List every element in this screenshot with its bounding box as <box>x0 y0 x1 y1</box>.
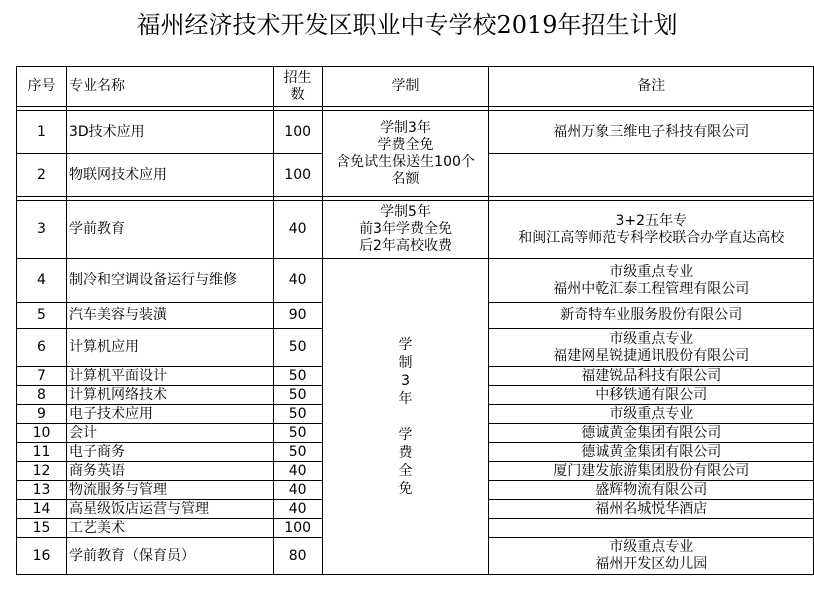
row-note <box>489 424 814 443</box>
table-header-row <box>17 67 814 107</box>
row-note <box>489 303 814 329</box>
note-line: 福州万象三维电子科技有限公司 <box>553 123 750 140</box>
row-major: 商务英语 <box>66 462 273 481</box>
row-no: 2 <box>17 154 67 197</box>
row-major: 电子技术应用 <box>66 405 273 424</box>
note-line: 市级重点专业 <box>609 263 694 280</box>
note-line: 德诚黄金集团有限公司 <box>581 443 722 460</box>
page-title: 福州经济技术开发区职业中专学校2019年招生计划 <box>136 11 678 39</box>
system-char: 费 <box>398 444 413 461</box>
row-note <box>489 367 814 386</box>
system-line: 名额 <box>391 170 420 187</box>
note-line: 盛辉物流有限公司 <box>595 481 708 498</box>
row-note <box>489 462 814 481</box>
row-quota: 50 <box>273 443 322 462</box>
system-group-2 <box>322 201 489 259</box>
note-line: 市级重点专业 <box>609 539 694 555</box>
system-char: 年 <box>398 390 413 407</box>
system-line: 后2年高校收费 <box>359 238 452 254</box>
row-note <box>489 154 814 197</box>
row-note <box>489 519 814 538</box>
row-no: 13 <box>17 481 67 500</box>
row-major: 3D技术应用 <box>66 111 273 154</box>
row-major: 电子商务 <box>66 443 273 462</box>
header-system: 学制 <box>322 67 489 107</box>
row-no: 8 <box>17 386 67 405</box>
row-note <box>489 538 814 575</box>
row-no: 10 <box>17 424 67 443</box>
row-no: 4 <box>17 259 67 303</box>
system-line: 含免试生保送生100个 <box>336 153 475 170</box>
system-char: 免 <box>398 480 413 497</box>
row-no: 1 <box>17 111 67 154</box>
row-major: 计算机应用 <box>66 329 273 367</box>
row-note <box>489 329 814 367</box>
row-major: 工艺美术 <box>66 519 273 538</box>
system-char <box>325 408 487 426</box>
note-line: 中移铁通有限公司 <box>595 386 708 403</box>
system-char: 学 <box>398 426 413 443</box>
note-line: 福州开发区幼儿园 <box>595 556 708 572</box>
row-quota: 100 <box>273 154 322 197</box>
system-line: 学费全免 <box>377 136 434 153</box>
row-major: 制冷和空调设备运行与维修 <box>66 259 273 303</box>
row-major: 计算机网络技术 <box>66 386 273 405</box>
row-no: 5 <box>17 303 67 329</box>
row-quota: 40 <box>273 462 322 481</box>
system-char: 学 <box>398 336 413 353</box>
header-major: 专业名称 <box>66 67 273 107</box>
row-quota: 80 <box>273 538 322 575</box>
row-note <box>489 481 814 500</box>
row-quota: 50 <box>273 367 322 386</box>
note-line: 福建网星锐捷通讯股份有限公司 <box>553 347 750 364</box>
row-major: 物联网技术应用 <box>66 154 273 197</box>
row-quota: 50 <box>273 329 322 367</box>
row-quota: 40 <box>273 201 322 259</box>
row-no: 12 <box>17 462 67 481</box>
row-major: 学前教育（保育员） <box>66 538 273 575</box>
row-no: 3 <box>17 201 67 259</box>
header-note: 备注 <box>489 67 814 107</box>
system-char: 全 <box>398 462 413 479</box>
row-note <box>489 405 814 424</box>
row-major: 汽车美容与装潢 <box>66 303 273 329</box>
row-note <box>489 443 814 462</box>
system-line: 学制3年 <box>380 119 431 136</box>
system-line: 学制5年 <box>380 204 431 220</box>
row-no: 16 <box>17 538 67 575</box>
row-major: 会计 <box>66 424 273 443</box>
table-row <box>17 259 814 303</box>
note-line: 德诚黄金集团有限公司 <box>581 424 722 441</box>
note-line: 3+2五年专 <box>615 212 687 229</box>
system-group-1 <box>322 111 489 197</box>
note-line: 和闽江高等师范专科学校联合办学直达高校 <box>518 229 785 246</box>
system-group-3 <box>322 259 489 575</box>
row-quota: 50 <box>273 424 322 443</box>
row-major: 物流服务与管理 <box>66 481 273 500</box>
row-quota: 50 <box>273 405 322 424</box>
row-quota: 50 <box>273 386 322 405</box>
note-line: 福建锐品科技有限公司 <box>581 367 722 384</box>
row-note <box>489 259 814 303</box>
row-no: 14 <box>17 500 67 519</box>
note-line: 厦门建发旅游集团股份有限公司 <box>553 462 750 479</box>
row-quota: 40 <box>273 500 322 519</box>
note-line: 新奇特车业服务股份有限公司 <box>560 307 743 323</box>
note-line: 福州中乾汇泰工程管理有限公司 <box>553 280 750 297</box>
enrollment-table <box>16 66 814 575</box>
system-char: 3 <box>401 372 410 389</box>
row-major: 计算机平面设计 <box>66 367 273 386</box>
row-note <box>489 386 814 405</box>
header-no: 序号 <box>17 67 67 107</box>
row-no: 9 <box>17 405 67 424</box>
row-major: 学前教育 <box>66 201 273 259</box>
row-no: 11 <box>17 443 67 462</box>
row-no: 7 <box>17 367 67 386</box>
system-line: 前3年学费全免 <box>359 221 452 237</box>
row-quota: 100 <box>273 111 322 154</box>
system-char: 制 <box>398 354 413 371</box>
row-quota: 100 <box>273 519 322 538</box>
header-quota: 招生 数 <box>273 67 322 107</box>
table-row <box>17 201 814 259</box>
row-quota: 40 <box>273 481 322 500</box>
note-line: 福州名城悦华酒店 <box>595 500 708 517</box>
note-line: 市级重点专业 <box>609 330 694 347</box>
table-row <box>17 111 814 154</box>
row-no: 15 <box>17 519 67 538</box>
row-quota: 90 <box>273 303 322 329</box>
row-no: 6 <box>17 329 67 367</box>
row-quota: 40 <box>273 259 322 303</box>
row-note <box>489 111 814 154</box>
row-note <box>489 201 814 259</box>
row-major: 高星级饭店运营与管理 <box>66 500 273 519</box>
note-line: 市级重点专业 <box>609 405 694 422</box>
row-note <box>489 500 814 519</box>
